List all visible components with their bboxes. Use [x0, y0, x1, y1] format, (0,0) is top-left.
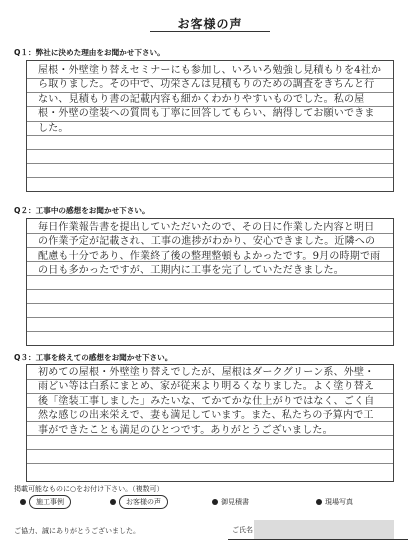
- page-title: お客様の声: [177, 17, 243, 31]
- option-site-photo[interactable]: [316, 496, 353, 508]
- option-label: 御見積書: [221, 498, 249, 506]
- q3-label: Q３：工事を終えての感想をお聞かせ下さい。: [14, 353, 173, 362]
- q1-label: Q１：弊社に決めた理由をお聞かせ下さい。: [14, 48, 165, 57]
- redacted-name-block: [254, 520, 394, 540]
- publication-consent-label: 掲載可能なものに○をお付け下さい。（複数可）: [14, 485, 164, 493]
- filled-dot-icon: [212, 499, 218, 505]
- option-estimate[interactable]: [212, 496, 249, 508]
- option-construction-case[interactable]: [20, 496, 71, 508]
- option-label: 現場写真: [325, 498, 353, 506]
- title-underline: [150, 31, 270, 32]
- filled-dot-icon: [20, 499, 26, 505]
- q2-answer: 毎日作業報告書を提出していただいたので、その日に作業した内容と明日の作業予定が記載され、工事の進捗がわかり、安心できました。近隣への配慮も十分であり、作業終了後の整理整頓もよかったです。9月の時期で雨の日も多かったですが、工期内に工事を完了していただきました。: [38, 222, 381, 277]
- option-label: お客様の声: [119, 495, 168, 509]
- option-label: 施工事例: [29, 495, 71, 509]
- thanks-message: ご協力、誠にありがとうございました。: [14, 527, 140, 535]
- name-label: ご氏名: [232, 526, 253, 534]
- filled-dot-icon: [316, 499, 322, 505]
- customer-name-field: [228, 520, 408, 544]
- q2-label: Q２：工事中の感想をお聞かせ下さい。: [14, 206, 150, 215]
- q1-answer: 屋根・外壁塗り替えセミナーにも参加し、いろいろ勉強し見積もりを4社から取りました。その中で、功栄さんは見積もりのための調査をきちんと行ない、見積もり書の記載内容も細かくわかりやすいものでした。私の屋根・外壁の塗装への質問も丁寧に回答してもらい、納得してお願いできました。: [38, 65, 382, 134]
- filled-dot-icon: [110, 499, 116, 505]
- q3-answer: 初めての屋根・外壁塗り替えでしたが、屋根はダークグリーン系、外壁・雨どい等は白系にまとめ、家が従来より明るくなりました。よく塗り替え後「塗装工事しました」みたいな、てかてかな仕上がりではなく、ごく自然な感じの出来栄えで、妻も満足しています。また、私たちの予算内で工事ができたことも満足のひとつです。ありがとうございました。: [38, 367, 375, 436]
- name-underline: [228, 539, 408, 540]
- option-customer-voice[interactable]: [110, 496, 168, 508]
